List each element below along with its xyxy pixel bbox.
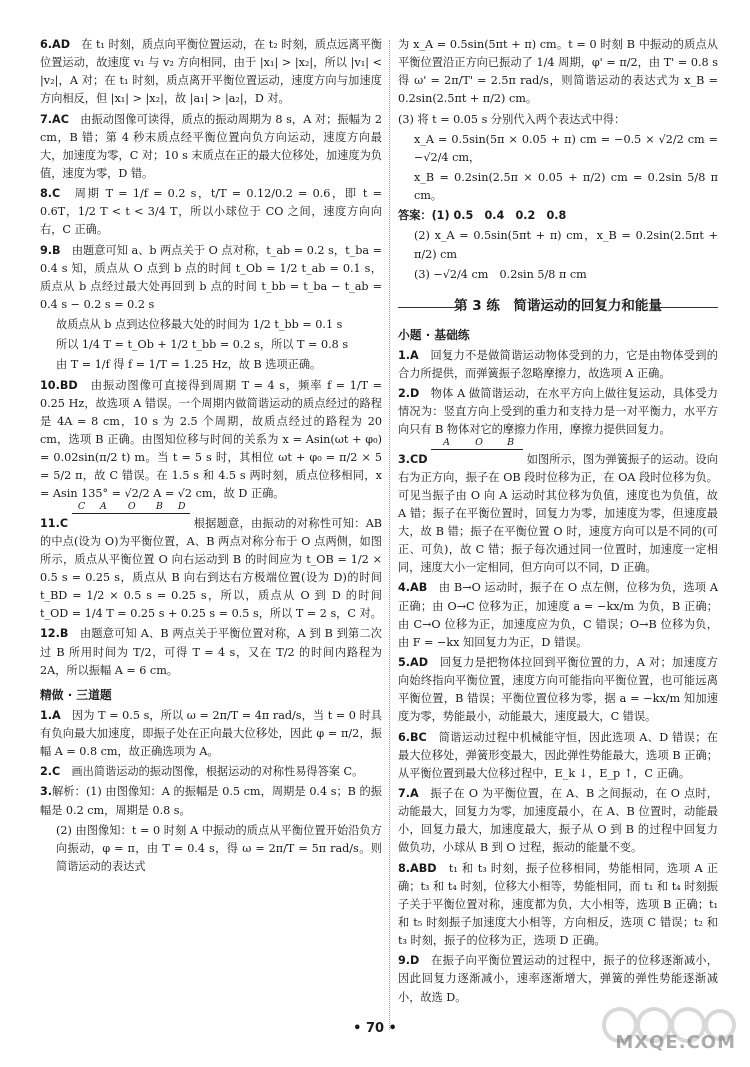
answer-6: 6.AD 在 t₁ 时刻，质点向平衡位置运动，在 t₂ 时刻，质点远离平衡位置运动，故速度 v₁ 与 v₂ 方向相同，由于 |x₁| > |x₂|，所以 |v₁| < |v₂|，A 对；在 t₁ 时刻，质点离开平衡位置运动，速度方向与加速度方向相反，但 |x₁| > |x₂|，故 |a₁| > |a₂|，D 对。 <box>40 38 382 106</box>
right-column <box>398 36 718 1009</box>
practice-3-continued: 为 x_A = 0.5sin(5πt + π) cm。t = 0 时刻 B 中振动的质点从平衡位置沿正方向已振动了 1/4 周期，φ' = π/2，由 T' = 0.8 s 得 ω' = 2π/T' = 2.5π rad/s，则简谐运动的表达式为 x_B = 0.2sin(2.5πt + π/2) cm。 <box>398 38 718 106</box>
answer-9-line-2: 故质点从 b 点到达位移最大处的时间为 1/2 t_bb = 0.1 s <box>56 318 343 332</box>
answer-line-3: (3) −√2/4 cm 0.2sin 5/8 π cm <box>414 267 587 281</box>
axis-label-b: B <box>155 500 163 512</box>
column-divider <box>389 40 390 1030</box>
practice-3: 3.解析：(1) 由图像知：A 的振幅是 0.5 cm，周期是 0.4 s；B 的振幅是 0.2 cm，周期是 0.8 s。 <box>40 785 382 817</box>
basic-6: 6.BC 简谐运动过程中机械能守恒，因此选项 A、D 错误；在最大位移处，弹簧形变最大，因此弹性势能最大，选项 B 正确；从平衡位置到最大位移过程中，E_k ↓，E_p ↑，C 正确。 <box>398 730 718 780</box>
answer-8: 8.C 周期 T = 1/f = 0.2 s，t/T = 0.12/0.2 = 0.6，即 t = 0.6T，1/2 T < t < 3/4 T，所以小球位于 CO 之间，速度方向向右，C 正确。 <box>40 187 382 237</box>
spring-axis-diagram <box>431 436 523 466</box>
basic-5: 5.AD 回复力是把物体拉回到平衡位置的力，A 对；加速度方向始终指向平衡位置，速度方向可能指向平衡位置，也可能远离平衡位置，B 错误；平衡位置位移为零，据 a = −kx/m 知加速度为零，势能最小，动能最大，速度最大，C 错误。 <box>398 656 718 724</box>
chapter-title: 第 3 练 简谐运动的回复力和能量 <box>398 296 718 318</box>
equation-xa: x_A = 0.5sin(5π × 0.05 + π) cm = −0.5 × √2/2 cm = −√2/4 cm， <box>414 132 718 164</box>
basic-3: 3.CD A O B 如图所示，图为弹簧振子的运动。设向右为正方向，振子在 OB 段时位移为正，在 OA 段时位移为负。可见当振子由 O 向 A 运动时其位移为负值，速度也为负值，故 A 错；振子在平衡位置时，回复力为零，加速度为零，但速度最大，故 B 错；振子在平衡位置 O 时，速度方向可以是不同的(可正、可负)，故 C 错；振子每次通过同一位置时，加速度一定相同，速度大小一定相同，但方向可以不同，D 正确。 <box>398 436 718 575</box>
answer-9-line-3: 所以 1/4 T = t_Ob + 1/2 t_bb = 0.2 s，所以 T = 0.8 s <box>56 338 349 352</box>
axis-label-b: B <box>507 436 515 448</box>
basic-1: 1.A 回复力不是做简谐运动物体受到的力，它是由物体受到的合力所提供，而弹簧振子忽略摩擦力，故选项 A 正确。 <box>398 348 718 380</box>
practice-3-part-2: (2) 由图像知：t = 0 时刻 A 中振动的质点从平衡位置开始沿负方向振动，φ = π，由 T = 0.4 s，得 ω = 2π/T = 5π rad/s。则简谐运动的表达式 <box>56 823 382 874</box>
equation-xb: x_B = 0.2sin(2.5π × 0.05 + π/2) cm = 0.2sin 5/8 π cm。 <box>414 170 718 203</box>
basic-4: 4.AB 由 B→O 运动时，振子在 O 点左侧，位移为负，选项 A 正确；由 O→C 位移为正，加速度 a = −kx/m 为负，B 正确；由 C→O 位移为正，加速度应为负，C 错误；O→B 位移为负，由 F = −kx 知回复力为正，D 错误。 <box>398 581 718 649</box>
left-column <box>40 36 382 878</box>
practice-1: 1.A 因为 T = 0.5 s，所以 ω = 2π/T = 4π rad/s，当 t = 0 时具有负向最大加速度，即振子处在正向最大位移处，因此 φ = π/2，振幅 A = 0.8 cm，故正确选项为 A。 <box>40 708 382 759</box>
axis-label-a: A <box>443 436 451 448</box>
axis-label-a: A <box>99 500 107 512</box>
page-number: • 70 • <box>353 1021 397 1036</box>
basic-7: 7.A 振子在 O 为平衡位置，在 A、B 之间振动，在 O 点时，动能最大，回复力为零，加速度最小，在 A、B 位置时，动能最小，回复力最大，加速度最大，振子从 O 到 B 的过程中回复力做负功，小球从 B 到 O 过程，振动的能量不变。 <box>398 787 718 855</box>
answer-12: 12.B 由题意可知 A、B 两点关于平衡位置对称，A 到 B 到第二次过 B 所用时间为 T/2，可得 T = 4 s，又在 T/2 的时间内路程为 2A，所以振幅 A = 6 cm。 <box>40 627 382 677</box>
basic-2: 2.D 物体 A 做简谐运动，在水平方向上做往复运动，具体受力情况为：竖直方向上受到的重力和支持力是一对平衡力，水平方向只有 B 物体对它的摩擦力作用，摩擦力提供回复力。 <box>398 387 718 437</box>
section-heading-xiaoti: 小题 · 基础练 <box>398 327 470 342</box>
section-heading-jingzuo: 精做 · 三道题 <box>40 687 112 702</box>
answer-9-line-4: 由 T = 1/f 得 f = 1/T = 1.25 Hz，故 B 选项正确。 <box>56 358 322 372</box>
position-axis-diagram <box>72 500 190 530</box>
answer-9: 9.B 由题意可知 a、b 两点关于 O 点对称，t_ab = 0.2 s，t_ba = 0.4 s 知，质点从 O 点到 b 点的时间 t_Ob = 1/2 t_ab = 0.1 s，质点从 b 点经过最大处再回到 b 点的时间 t_bb = t_ba − t_ab = 0.4 s − 0.2 s = 0.2 s <box>40 243 382 311</box>
axis-label-o: O <box>127 500 136 512</box>
answer-10: 10.BD 由振动图像可直接得到周期 T = 4 s，频率 f = 1/T = 0.25 Hz，故选项 A 错误。一个周期内做简谐运动的质点经过的路程是 4A = 8 cm，10 s 为 2.5 个周期，故质点经过的路程为 20 cm，选项 B 正确。由图知位移与时间的关系为 x = Asin(ωt + φ₀) = 0.02sin(π/2 t) m。当 t = 5 s 时，其相位 ωt + φ₀ = π/2 × 5 = 5/2 π，故 C 错误。在 1.5 s 和 4.5 s 两时刻，质点位移相同，x = Asin 135° = √2/2 A = √2 cm，故 D 正确。 <box>40 378 382 501</box>
axis-label-c: C <box>77 500 86 512</box>
answer-7: 7.AC 由振动图像可读得，质点的振动周期为 8 s，A 对；振幅为 2 cm，B 错；第 4 秒末质点经平衡位置向负方向运动，速度方向最大，加速度为零，C 对；10 s 末质点在正的最大位移处，加速度为负值，速度为零，D 错。 <box>40 112 382 180</box>
answer-line-1: 答案：(1) 0.5 0.4 0.2 0.8 <box>398 209 567 223</box>
axis-label-d: D <box>177 500 186 512</box>
basic-9: 9.D 在振子向平衡位置运动的过程中，振子的位移逐渐减小，因此回复力逐渐减小，速率逐渐增大，弹簧的弹性势能逐渐减小，故选 D。 <box>398 954 718 1004</box>
practice-2: 2.C 画出简谐运动的振动图像，根据运动的对称性易得答案 C。 <box>40 765 364 779</box>
basic-8: 8.ABD t₁ 和 t₃ 时刻，振子位移相同，势能相同，选项 A 正确；t₃ 和 t₄ 时刻，位移大小相等，势能相同，而 t₁ 和 t₄ 时刻振子关于平衡位置对称，速度都为负，大小相等，选项 B 正确；t₁ 和 t₅ 时刻振子加速度大小相等，方向相反，选项 C 错误；t₂ 和 t₃ 时刻，振子的位移为正，选项 D 正确。 <box>398 861 718 948</box>
practice-3-part-3: (3) 将 t = 0.05 s 分别代入两个表达式中得： <box>398 112 626 126</box>
answer-line-2: (2) x_A = 0.5sin(5πt + π) cm，x_B = 0.2sin(2.5πt + π/2) cm <box>414 229 718 261</box>
axis-label-o: O <box>475 436 483 448</box>
watermark-text: MXQE.COM <box>615 1031 736 1053</box>
answer-11: 11.C C A O B D 根据题意，由振动的对称性可知：AB 的中点(设为 O)为平衡位置，A、B 两点对称分布于 O 点两侧，如图所示，质点从平衡位置 O 向右运动到 B 的时间应为 t_OB = 1/2 × 0.5 s = 0.25 s，质点从 B 向右到达右方极端位置(设为 D)的时间 t_BD = 1/2 × 0.5 s = 0.25 s，所以，质点从 O 到 D 的时间 t_OD = 1/4 T = 0.25 s + 0.25 s = 0.5 s，所以 T = 2 s，C 对。 <box>40 500 382 621</box>
